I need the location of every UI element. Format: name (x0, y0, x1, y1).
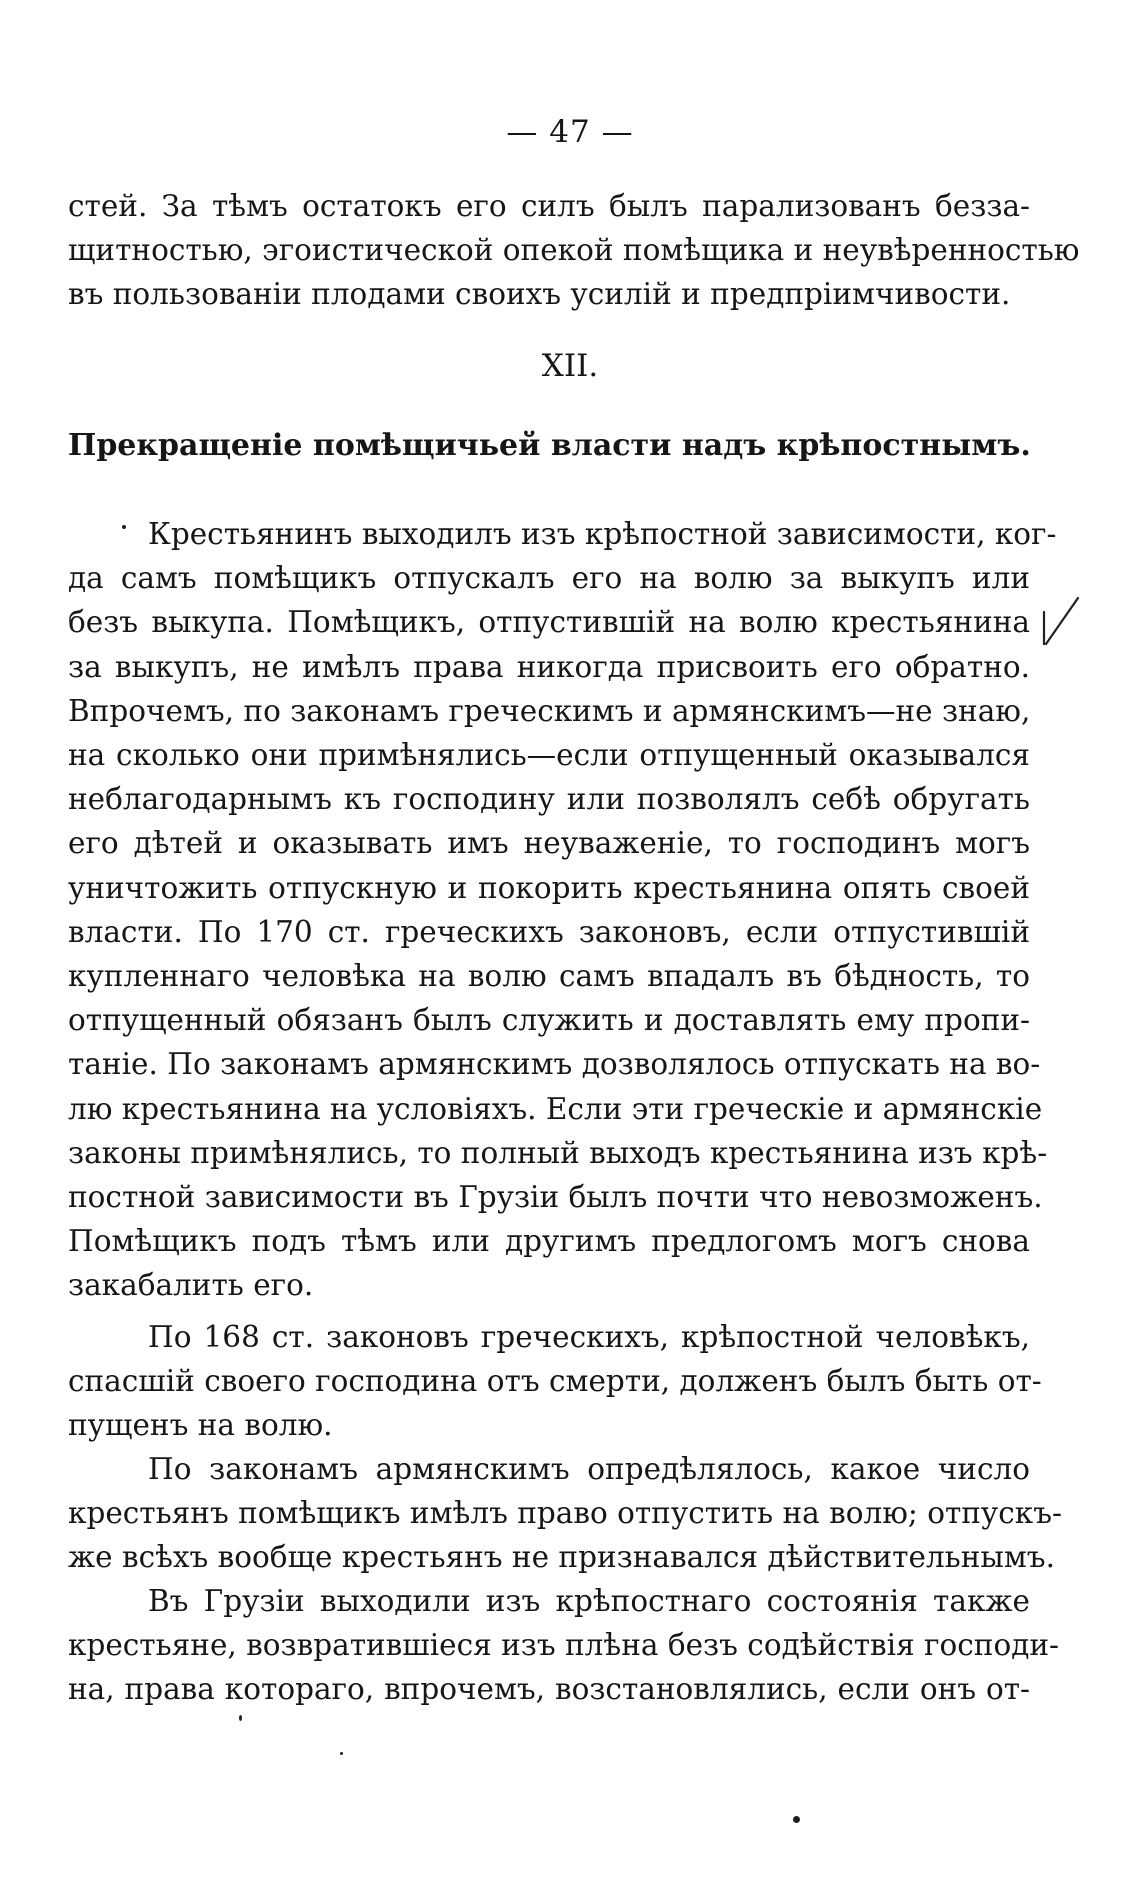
text-line: постной зависимости въ Грузіи былъ почти что невозможенъ. (68, 1180, 1043, 1215)
text-line: власти. По 170 ст. греческихъ законовъ, если отпустившій (68, 914, 1030, 949)
intro-paragraph (68, 184, 1080, 317)
paragraph-1 (68, 512, 1057, 1308)
text-line: въ пользованіи плодами своихъ усилій и предпріимчивости. (68, 277, 1011, 312)
text-line: стей. За тѣмъ остатокъ его силъ былъ парализованъ безза- (68, 189, 1030, 223)
text-line: уничтожить отпускную и покорить крестьянина опять своей (68, 870, 1030, 905)
paragraph-4 (68, 1579, 1060, 1712)
text-line: пущенъ на волю. (68, 1408, 333, 1443)
text-line: Въ Грузіи выходили изъ крѣпостнаго состоянія также (148, 1584, 1030, 1618)
ink-speck (122, 525, 126, 529)
text-line: на, права котораго, впрочемъ, возстановлялись, если онъ от- (68, 1672, 1030, 1707)
paragraph-3 (68, 1447, 1062, 1580)
text-line: законы примѣнялись, то полный выходъ крестьянина изъ крѣ- (68, 1135, 1048, 1170)
text-line: Крестьянинъ выходилъ изъ крѣпостной зависимости, ког- (148, 517, 1057, 551)
text-line: лю крестьянина на условіяхъ. Если эти греческіе и армянскіе (68, 1091, 1043, 1126)
text-line: же всѣхъ вообще крестьянъ не признавался дѣйствительнымъ. (68, 1540, 1055, 1575)
text-line: неблагодарнымъ къ господину или позволялъ себѣ обругать (68, 782, 1030, 817)
text-line: безъ выкупа. Помѣщикъ, отпустившій на волю крестьянина (68, 605, 1030, 640)
text-line: купленнаго человѣка на волю самъ впадалъ въ бѣдность, то (68, 959, 1030, 994)
text-line: щитностью, эгоистической опекой помѣщика и неувѣренностью (68, 233, 1080, 268)
text-line: спасшій своего господина отъ смерти, долженъ былъ быть от- (68, 1364, 1042, 1399)
text-line: Помѣщикъ подъ тѣмъ или другимъ предлогомъ могъ снова (68, 1224, 1030, 1259)
text-line: таніе. По законамъ армянскимъ дозволялось отпускать на во- (68, 1047, 1041, 1082)
text-line: По законамъ армянскимъ опредѣлялось, какое число (148, 1452, 1030, 1486)
ink-speck (340, 1752, 343, 1755)
text-line: крестьяне, возвратившіеся изъ плѣна безъ содѣйствія господи- (68, 1628, 1060, 1663)
text-line: на сколько они примѣнялись—если отпущенный оказывался (68, 738, 1030, 773)
text-line: По 168 ст. законовъ греческихъ, крѣпостной человѣкъ, (148, 1320, 1030, 1354)
ink-speck (793, 1816, 800, 1823)
page-number: — 47 — (506, 114, 634, 150)
text-line: да самъ помѣщикъ отпускалъ его на волю за выкупъ или (68, 561, 1030, 596)
text-line: Впрочемъ, по законамъ греческимъ и армянскимъ—не знаю, (68, 693, 1031, 728)
section-number: XII. (541, 348, 599, 384)
paragraph-2 (68, 1315, 1042, 1448)
text-line: его дѣтей и оказывать имъ неуваженіе, то господинъ могъ (68, 826, 1030, 861)
margin-check-mark (1040, 594, 1084, 654)
text-line: за выкупъ, не имѣлъ права никогда присвоить его обратно. (68, 649, 1030, 684)
ink-speck (239, 1715, 242, 1721)
text-line: закабалить его. (68, 1268, 314, 1303)
text-line: отпущенный обязанъ былъ служить и доставлять ему пропи- (68, 1003, 1030, 1038)
section-title: Прекращеніе помѣщичьей власти надъ крѣпостнымъ. (68, 428, 1031, 463)
text-line: крестьянъ помѣщикъ имѣлъ право отпустить на волю; отпускъ- (68, 1496, 1062, 1531)
